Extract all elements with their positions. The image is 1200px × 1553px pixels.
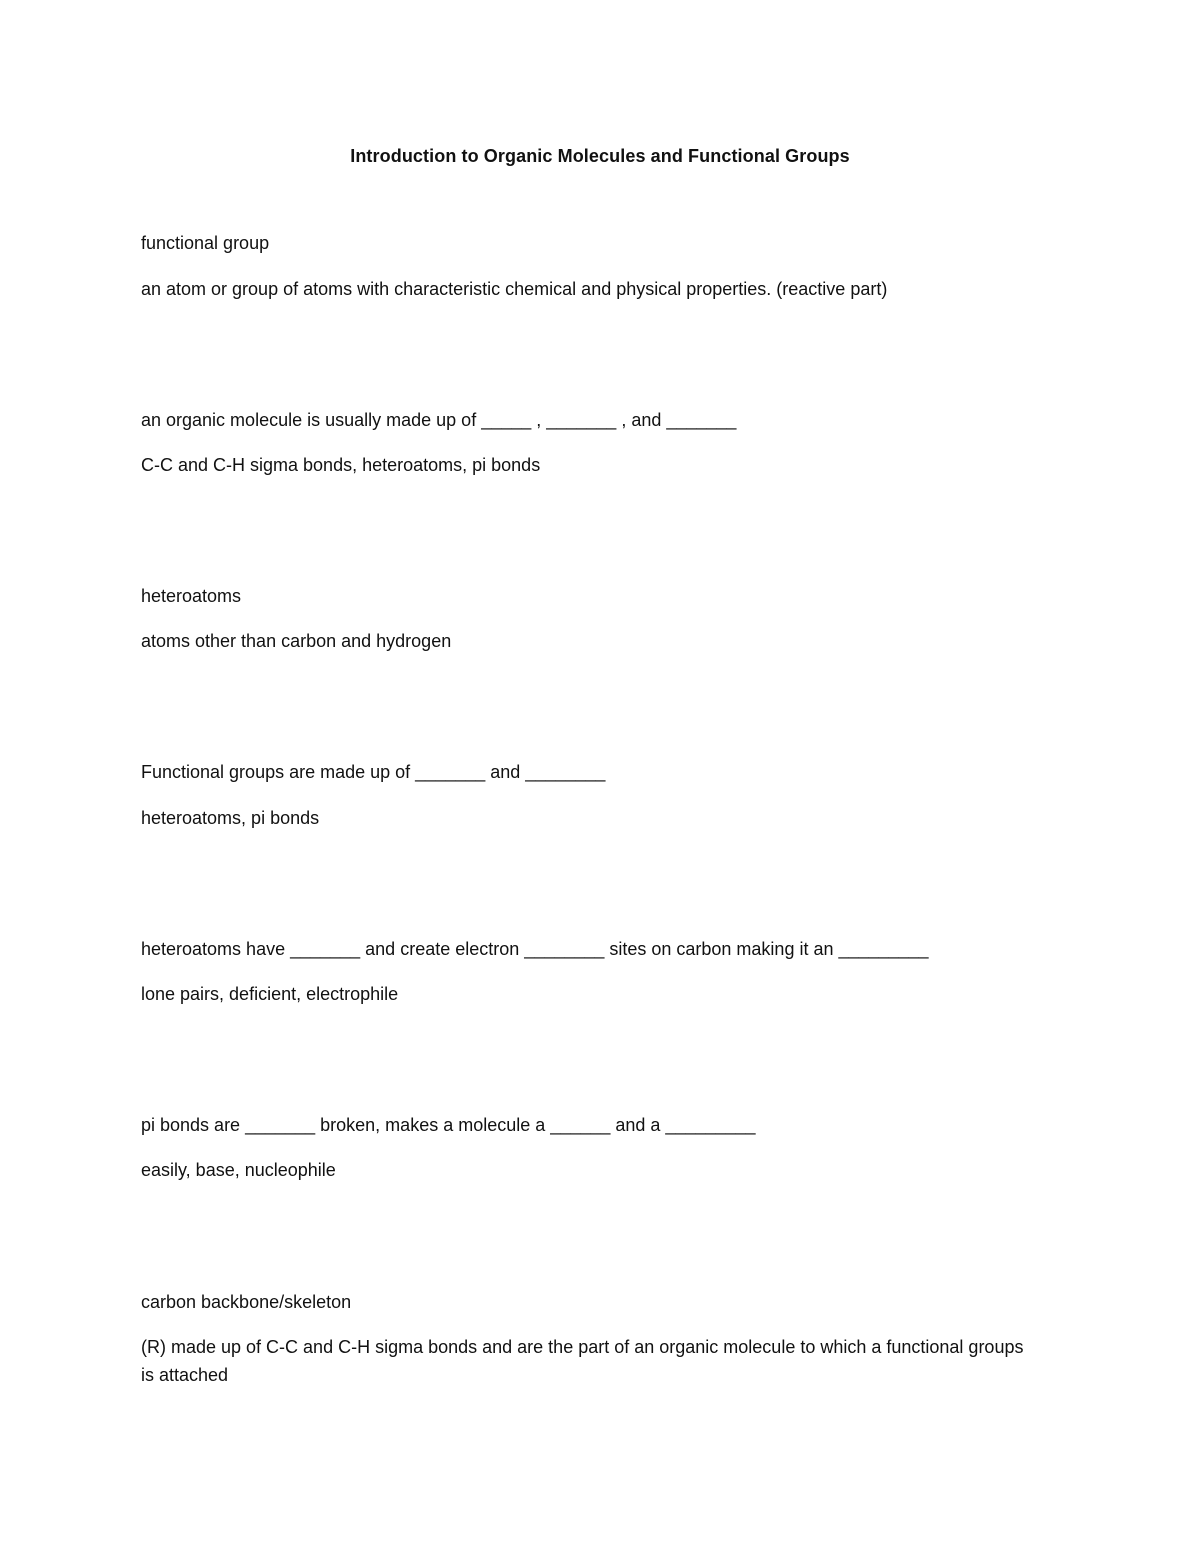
answer-carbon-backbone: (R) made up of C-C and C-H sigma bonds and are the part of an organic molecule to which a functional groups is attached [141, 1337, 1024, 1385]
question-organic-molecule: an organic molecule is usually made up of _____ , _______ , and _______ [141, 410, 737, 430]
question-pi-bonds: pi bonds are _______ broken, makes a molecule a ______ and a _________ [141, 1115, 756, 1135]
answer-functional-group: an atom or group of atoms with characteristic chemical and physical properties. (reactive part) [141, 279, 888, 299]
page-title: Introduction to Organic Molecules and Functional Groups [350, 146, 850, 166]
term-functional-group: functional group [141, 233, 270, 253]
term-carbon-backbone: carbon backbone/skeleton [141, 1292, 352, 1312]
answer-heteroatoms-have: lone pairs, deficient, electrophile [141, 984, 399, 1004]
answer-heteroatoms: atoms other than carbon and hydrogen [141, 631, 452, 651]
answer-pi-bonds: easily, base, nucleophile [141, 1160, 336, 1180]
question-heteroatoms-have: heteroatoms have _______ and create electron ________ sites on carbon making it an _________ [141, 939, 929, 959]
term-heteroatoms: heteroatoms [141, 586, 242, 606]
answer-organic-molecule: C-C and C-H sigma bonds, heteroatoms, pi bonds [141, 455, 541, 475]
question-functional-groups: Functional groups are made up of _______ and ________ [141, 762, 606, 782]
answer-functional-groups: heteroatoms, pi bonds [141, 808, 320, 828]
